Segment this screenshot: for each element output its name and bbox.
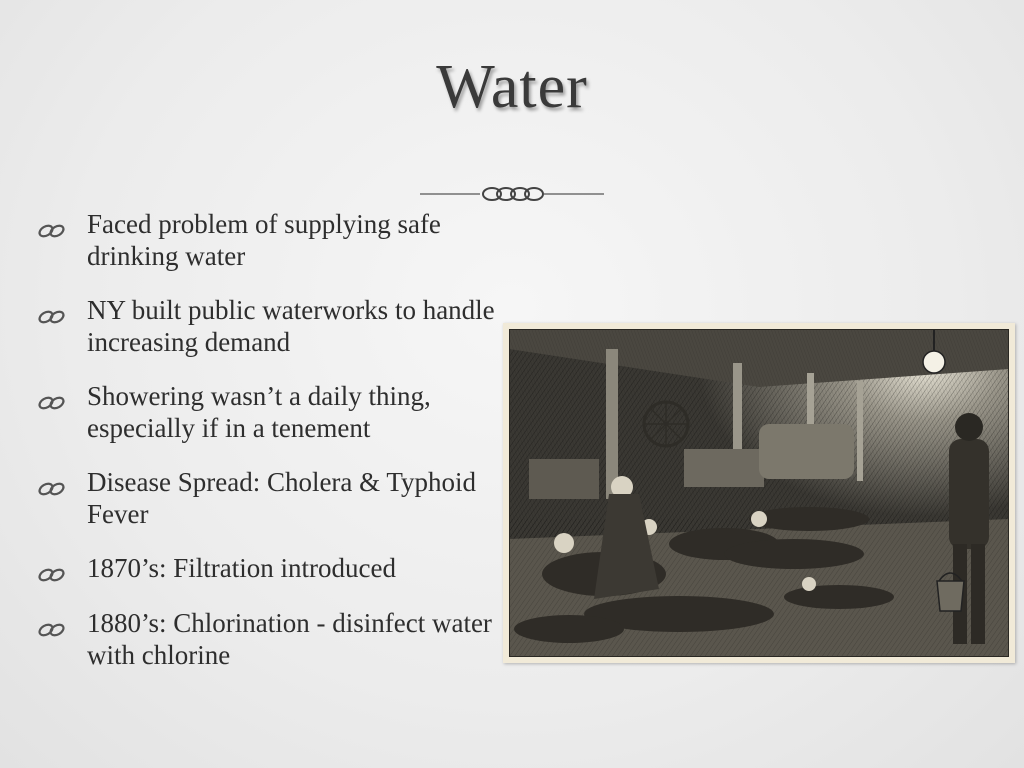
double-loop-bullet-icon (36, 393, 68, 413)
double-loop-bullet-icon (36, 565, 68, 585)
list-item (36, 466, 506, 530)
slide-title: Water (436, 53, 588, 121)
bullet-text: 1880’s: Chlorination - disinfect water with chlorine (87, 608, 492, 670)
bullet-text: Disease Spread: Cholera & Typhoid Fever (87, 467, 477, 529)
engraving-illustration (503, 323, 1015, 663)
ornamental-divider-icon (420, 180, 604, 208)
double-loop-bullet-icon (36, 221, 68, 241)
list-item (36, 294, 506, 358)
bullet-text: NY built public waterworks to handle increasing demand (87, 295, 495, 357)
bullet-text: Faced problem of supplying safe drinking water (87, 209, 441, 271)
double-loop-bullet-icon (36, 307, 68, 327)
list-item (36, 208, 506, 272)
double-loop-bullet-icon (36, 620, 68, 640)
bullet-text: Showering wasn’t a daily thing, especially if in a tenement (87, 381, 431, 443)
list-item (36, 380, 506, 444)
engraving-image (509, 329, 1009, 657)
bullet-list (36, 208, 506, 693)
list-item (36, 552, 506, 585)
list-item (36, 607, 506, 671)
double-loop-bullet-icon (36, 479, 68, 499)
bullet-text: 1870’s: Filtration introduced (87, 553, 396, 583)
